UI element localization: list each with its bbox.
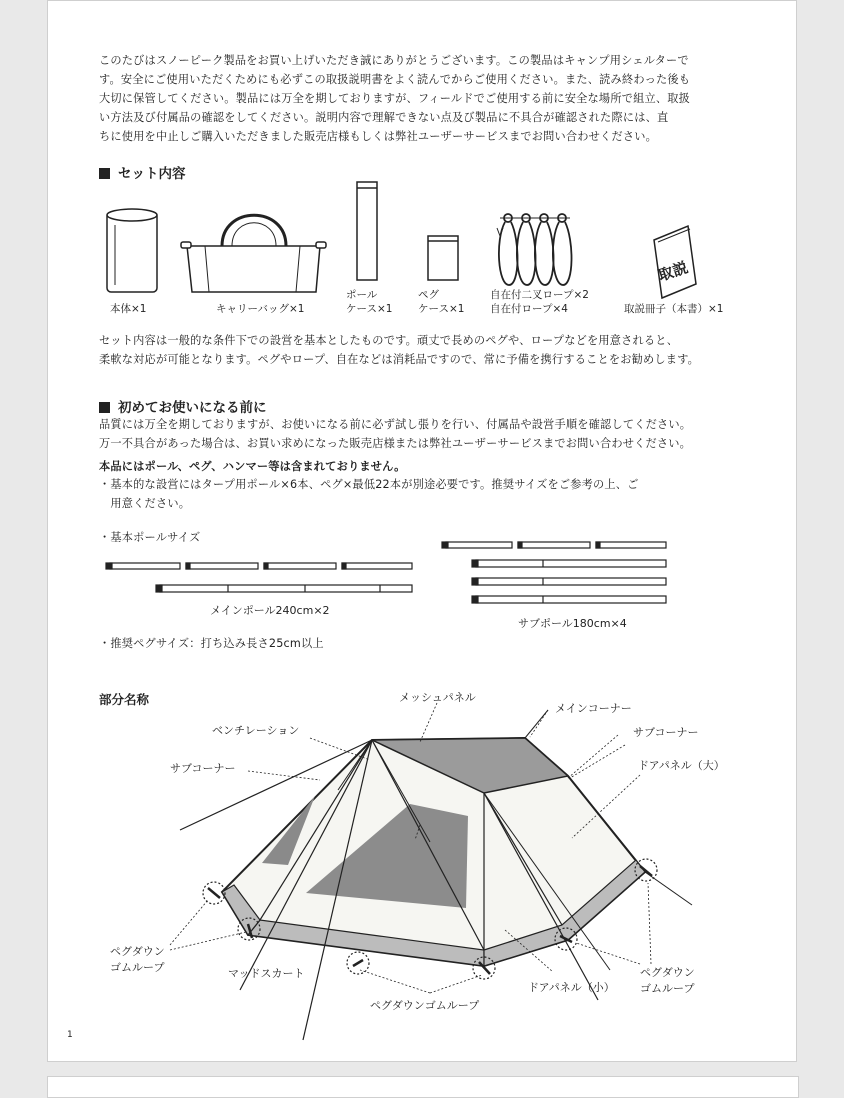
page-number: 1 (67, 1030, 73, 1040)
pole-size-title: ・基本ポールサイズ (99, 531, 201, 544)
next-page-edge (47, 1076, 799, 1098)
intro-line: 大切に保管してください。製品には万全を期しておりますが、フィールドでご使用する前に安全な場所で組立、取扱 (99, 92, 691, 105)
intro-line: す。安全にご使用いただくためにも必ずこの取扱説明書をよく読んでからご使用ください。また、読み終わった後も (99, 73, 691, 86)
set-note-line: セット内容は一般的な条件下での設営を基本としたものです。頑丈で長めのペグや、ロープなどを用意されると、 (99, 334, 679, 347)
set-item-caption: キャリーバッグ×1 (216, 303, 305, 315)
set-item-caption: 自在付二叉ロープ×2 自在付ロープ×4 (490, 289, 589, 315)
main-pole-label: メインポール240cm×2 (210, 604, 330, 617)
label-door-panel-large: ドアパネル（大） (638, 759, 725, 772)
label-pegdown-bottom: ペグダウンゴムループ (370, 999, 480, 1012)
peg-size-line: ・推奨ペグサイズ：打ち込み長さ25cm以上 (99, 637, 324, 650)
set-note-line: 柔軟な対応が可能となります。ペグやロープ、自在などは消耗品ですので、常に予備を携行することをお勧めします。 (99, 353, 700, 366)
heading-text: 初めてお使いになる前に (118, 400, 267, 416)
label-pegdown-right: ペグダウン ゴムループ (640, 966, 695, 995)
first-use-line: 万一不具合があった場合は、お買い求めになった販売店様または弊社ユーザーサービスまでお問い合わせください。 (99, 437, 692, 450)
intro-line: このたびはスノーピーク製品をお買い上げいただき誠にありがとうございます。この製品はキャンプ用シェルターで (99, 54, 689, 67)
set-item-caption: 取説冊子（本書）×1 (624, 303, 724, 315)
set-item-caption: ポール ケース×1 (346, 289, 393, 315)
parts-heading: 部分名称 (99, 692, 150, 707)
label-mesh-panel: メッシュパネル (399, 691, 476, 704)
sub-pole-label: サブポール180cm×4 (518, 617, 627, 630)
set-item-caption: ペグ ケース×1 (418, 289, 465, 315)
label-main-corner: メインコーナー (555, 702, 632, 715)
label-sub-corner-left: サブコーナー (170, 762, 236, 775)
label-door-panel-small: ドアパネル（小） (528, 981, 615, 994)
bullet-line: 用意ください。 (99, 497, 191, 510)
manual-cover-text: 取説 (655, 258, 691, 285)
set-item-caption: 本体×1 (110, 303, 147, 315)
label-pegdown-left: ペグダウン ゴムループ (110, 945, 165, 974)
intro-line: い方法及び付属品の確認をしてください。説明内容で理解できない点及び製品に不具合が確認された際には、直 (99, 111, 669, 124)
label-mud-skirt: マッドスカート (228, 967, 305, 980)
label-ventilation: ベンチレーション (212, 724, 300, 737)
intro-line: ちに使用を中止しご購入いただきました販売店様もしくは弊社ユーザーサービスまでお問い合わせください。 (99, 130, 657, 143)
label-sub-corner-right: サブコーナー (633, 726, 699, 739)
first-use-line: 品質には万全を期しておりますが、お使いになる前に必ず試し張りを行い、付属品や設営手順を確認してください。 (99, 418, 692, 431)
bullet-line: ・基本的な設営にはタープ用ポール×6本、ペグ×最低22本が別途必要です。推奨サイズをご参考の上、ご (99, 478, 639, 491)
heading-text: セット内容 (118, 166, 186, 182)
warning-text: 本品にはポール、ペグ、ハンマー等は含まれておりません。 (99, 460, 406, 473)
